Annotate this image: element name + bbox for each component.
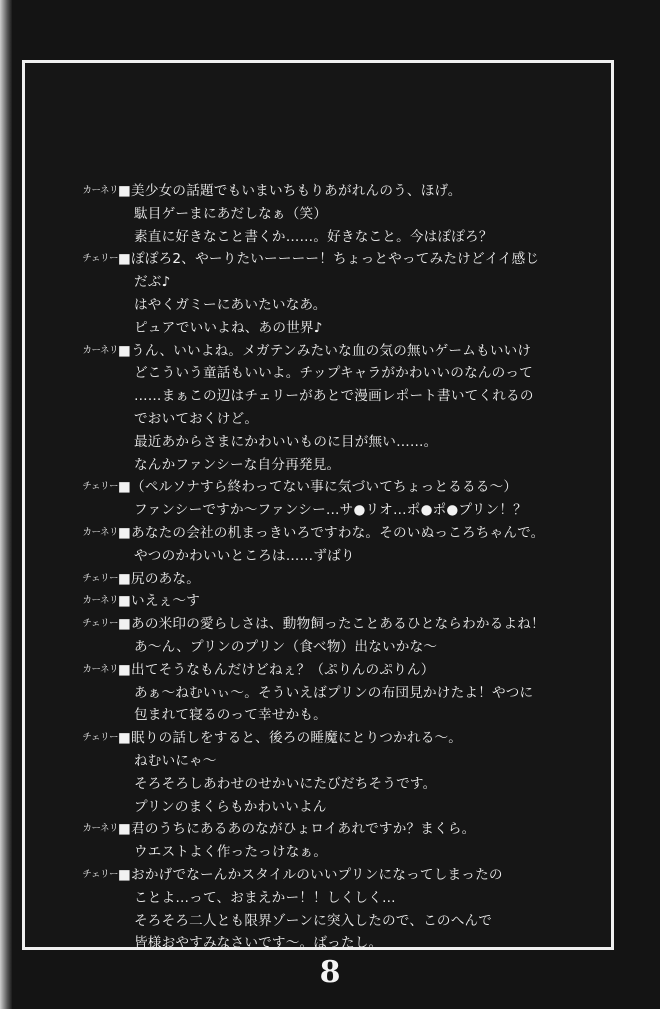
- dialogue-text: やつのかわいいところは……ずばり: [134, 547, 355, 564]
- dialogue-line: [70, 362, 590, 385]
- speaker-label: チェリー: [82, 868, 118, 880]
- dialogue-text: あぁ～ねむいぃ～。そういえばプリンの布団見かけたよ！やつに: [134, 684, 534, 701]
- dialogue-line: [70, 522, 590, 545]
- dialogue-line: [70, 317, 590, 340]
- dialogue-text: 素直に好きなこと書くか……。好きなこと。今はぽぽろ？: [134, 228, 493, 245]
- dialogue-line: [70, 932, 590, 955]
- dialogue-text: どこういう童話もいいよ。チップキャラがかわいいのなんのって: [134, 365, 533, 382]
- dialogue-text: プリンのまくらもかわいいよん: [134, 798, 327, 815]
- dialogue-line: [70, 203, 590, 226]
- dialogue-text: ■あなたの会社の机まっきいろですわな。そのいぬっころちゃんで。: [118, 524, 545, 541]
- dialogue-text: はやくガミーにあいたいなあ。: [134, 296, 327, 313]
- speaker-label: カーネリ: [82, 344, 118, 356]
- dialogue-line: [70, 248, 590, 271]
- dialogue-line: [70, 476, 590, 499]
- page-number: 8: [319, 955, 341, 990]
- dialogue-text: あ～ん、プリンのプリン（食べ物）出ないかな～: [134, 638, 438, 655]
- dialogue-line: [70, 750, 590, 773]
- dialogue-text: ねむいにゃ～: [134, 752, 217, 769]
- dialogue-text: 包まれて寝るのって幸せかも。: [134, 707, 327, 724]
- dialogue-line: [70, 431, 590, 454]
- dialogue-line: [70, 180, 590, 203]
- speaker-label: カーネリ: [82, 823, 118, 835]
- dialogue-text: ファンシーですか～ファンシー…サ●リオ…ポ●ポ●プリン！？: [134, 502, 527, 519]
- speaker-label: チェリー: [82, 481, 118, 493]
- dialogue-text: ■君のうちにあるあのながひょロイあれですか？まくら。: [118, 821, 476, 838]
- dialogue-line: [70, 887, 590, 910]
- dialogue-text: でおいておくけど。: [134, 410, 259, 427]
- dialogue-text: だぶ♪: [134, 274, 171, 291]
- dialogue-line: [70, 636, 590, 659]
- dialogue-line: [70, 454, 590, 477]
- speaker-label: チェリー: [82, 618, 118, 630]
- dialogue-text: ことよ…って、おまえかー！！しくしく…: [134, 889, 396, 906]
- dialogue-text: ウエストよく作ったっけなぁ。: [134, 844, 328, 861]
- dialogue-text: ■眠りの話しをすると、後ろの睡魔にとりつかれる～。: [118, 730, 463, 747]
- dialogue-line: [70, 659, 590, 682]
- dialogue-line: [70, 271, 590, 294]
- dialogue-line: [70, 773, 590, 796]
- dialogue-text: ■うん、いいよね。メガテンみたいな血の気の無いゲームもいいけ: [118, 342, 532, 359]
- dialogue-line: [70, 864, 590, 887]
- dialogue-text: ■あの米印の愛らしさは、動物飼ったことあるひとならわかるよね！: [118, 616, 545, 633]
- dialogue-line: [70, 841, 590, 864]
- dialogue-line: [70, 294, 590, 317]
- dialogue-text: ピュアでいいよね、あの世界♪: [134, 319, 323, 336]
- dialogue-line: [70, 727, 590, 750]
- dialogue-line: [70, 340, 590, 363]
- speaker-label: カーネリ: [82, 185, 118, 196]
- speaker-label: カーネリ: [82, 663, 118, 675]
- dialogue-line: [70, 796, 590, 819]
- dialogue-text: そろそろしあわせのせかいにたびだちそうです。: [134, 775, 437, 792]
- page-edge: [0, 0, 12, 1009]
- speaker-label: カーネリ: [82, 526, 118, 538]
- dialogue-line: [70, 545, 590, 568]
- dialogue-line: [70, 226, 590, 249]
- dialogue-text: なんかファンシーな自分再発見。: [134, 456, 341, 473]
- dialogue-text: 最近あからさまにかわいいものに目が無い……。: [134, 433, 438, 450]
- dialogue: [70, 180, 590, 955]
- dialogue-line: [70, 613, 590, 636]
- dialogue-line: [70, 499, 590, 522]
- dialogue-text: ■（ペルソナすら終わってない事に気づいてちょっとるるる～）: [118, 479, 518, 496]
- dialogue-text: ■ぽぽろ2、やーりたいーーーー！ちょっとやってみたけどイイ感じ: [118, 251, 540, 268]
- dialogue-line: [70, 818, 590, 841]
- dialogue-text: ■おかげでなーんかスタイルのいいプリンになってしまったの: [118, 866, 503, 883]
- dialogue-line: [70, 568, 590, 591]
- dialogue-line: [70, 910, 590, 933]
- dialogue-line: [70, 704, 590, 727]
- speaker-label: チェリー: [82, 732, 118, 744]
- dialogue-text: ■出てそうなもんだけどねぇ？（ぷりんのぷりん）: [118, 661, 435, 678]
- dialogue-line: [70, 682, 590, 705]
- speaker-label: チェリー: [82, 253, 118, 265]
- dialogue-text: ■いえぇ～す: [118, 593, 201, 610]
- dialogue-text: ……まぁこの辺はチェリーがあとで漫画レポート書いてくれるの: [134, 388, 534, 405]
- dialogue-text: 皆様おやすみなさいです～。ばったし。: [134, 935, 383, 952]
- dialogue-text: ■美少女の話題でもいまいちもりあがれんのう、ほげ。: [118, 183, 462, 199]
- dialogue-line: [70, 408, 590, 431]
- dialogue-line: [70, 385, 590, 408]
- dialogue-text: そろそろ二人とも限界ゾーンに突入したので、このへんで: [134, 912, 493, 929]
- dialogue-line: [70, 590, 590, 613]
- dialogue-text: 駄目ゲーまにあだしなぁ（笑）: [134, 205, 328, 222]
- dialogue-text: ■尻のあな。: [118, 570, 201, 587]
- speaker-label: チェリー: [82, 572, 118, 584]
- speaker-label: カーネリ: [82, 595, 118, 607]
